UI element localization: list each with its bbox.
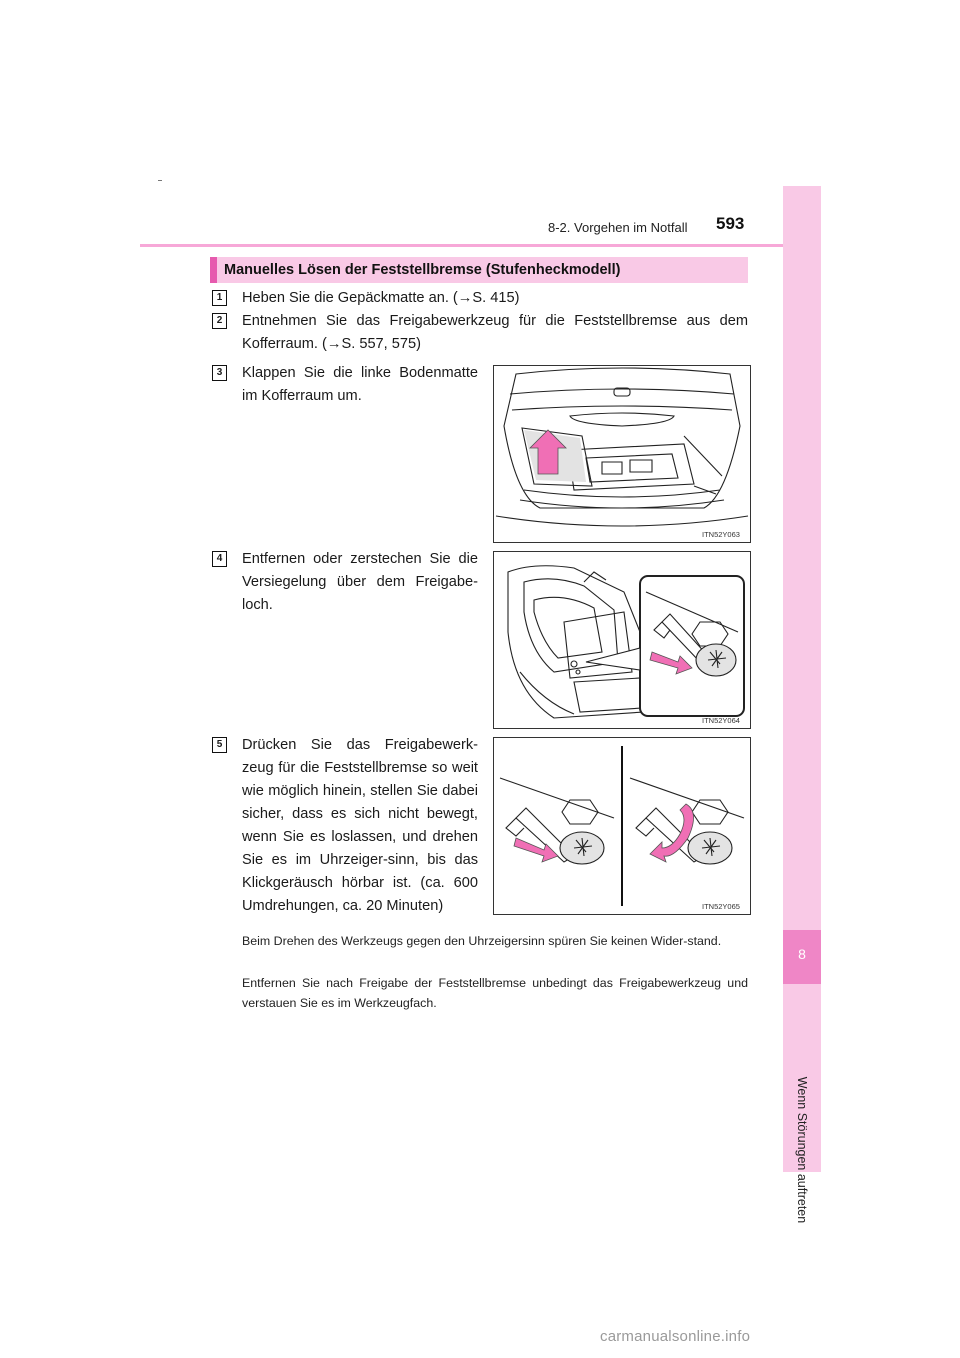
step-4-text: Entfernen oder zerstechen Sie die Versiegelung über dem Freigabe-loch.: [242, 551, 478, 613]
header-rule: [140, 244, 820, 247]
chapter-title: [787, 1040, 817, 1260]
banner-title: Manuelles Lösen der Feststellbremse (Stufenheckmodell): [224, 262, 621, 278]
seal-illustration: [494, 552, 750, 728]
banner-marker: [210, 257, 217, 283]
figure-3-code: ITN52Y065: [702, 902, 740, 911]
figure-2-code: ITN52Y064: [702, 716, 740, 725]
step-2-text-line2: Kofferraum. (→S. 557, 575): [242, 336, 421, 352]
footer-watermark: carmanualsonline.info: [600, 1328, 751, 1345]
header-dash: [158, 180, 162, 181]
step-1-text: Heben Sie die Gepäckmatte an. (→S. 415): [242, 290, 520, 306]
page-number: 593: [716, 214, 745, 233]
section-title: 8-2. Vorgehen im Notfall: [548, 220, 688, 235]
step-number-5: 5: [212, 737, 227, 753]
step-number-1: 1: [212, 290, 227, 306]
step-3-text: Klappen Sie die linke Bodenmatte im Kofferraum um.: [242, 365, 478, 404]
chapter-side-tab: [783, 186, 821, 1172]
chapter-number: 8: [798, 946, 806, 962]
figure-trunk-floor-mat: [493, 365, 751, 543]
note-counterclockwise: Beim Drehen des Werkzeugs gegen den Uhrzeigersinn spüren Sie keinen Wider-stand.: [242, 934, 722, 948]
step-5-text: Drücken Sie das Freigabewerk-zeug für die Feststellbremse so weit wie möglich hinein, stellen Sie dabei sicher, dass es sich nicht bewegt, wenn Sie es loslassen, und drehen Sie es im Uhrzeiger-sinn, bis das Klickgeräusch hörbar ist. (ca. 600 Umdrehungen, ca. 20 Minuten): [242, 737, 478, 914]
figure-push-and-turn-tool: [493, 737, 751, 915]
step-2-text-line1: Entnehmen Sie das Freigabewerkzeug für die Feststellbremse aus dem: [242, 313, 748, 329]
step-number-4: 4: [212, 551, 227, 567]
step-number-2: 2: [212, 313, 227, 329]
chapter-title-text: Wenn Störungen auftreten: [795, 1076, 809, 1224]
note-store-tool: Entfernen Sie nach Freigabe der Feststellbremse unbedingt das Freigabewerkzeug und verstauen Sie es im Werkzeugfach.: [242, 976, 748, 1010]
step-number-3: 3: [212, 365, 227, 381]
figure-1-code: ITN52Y063: [702, 530, 740, 539]
figure-release-hole-seal: [493, 551, 751, 729]
trunk-illustration: [494, 366, 750, 542]
tool-turn-illustration: [494, 738, 750, 914]
